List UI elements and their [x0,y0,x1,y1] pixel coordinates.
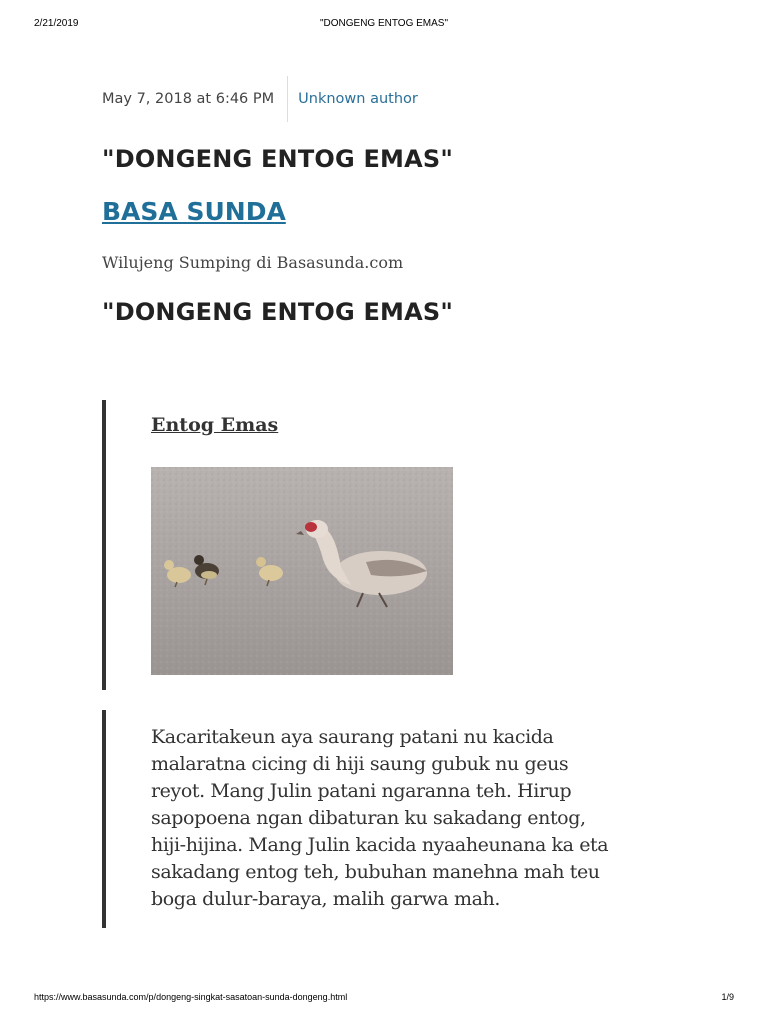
duck-family-image [151,467,453,675]
quote-heading: Entog Emas [151,414,279,436]
story-paragraph: Kacaritakeun aya saurang patani nu kacida malaratna cicing di hiji saung gubuk nu geus reyot. Mang Julin patani ngaranna teh. Hirup sapopoena ngan dibaturan ku sakadang entog, hiji-hijina. Mang Julin kacida nyaaheunana ka eta sakadang entog teh, bubuhan manehna mah teu boga dulur-baraya, malih garwa mah. [151,726,609,910]
print-footer [0,992,768,1006]
section-link-basa-sunda[interactable]: BASA SUNDA [102,197,286,226]
blockquote-bar [102,710,106,928]
blockquote-bar [102,400,106,690]
author-link[interactable]: Unknown author [298,91,418,107]
page-number: 1/9 [721,992,734,1002]
print-date: 2/21/2019 [34,18,79,29]
article-subtitle: "DONGENG ENTOG EMAS" [102,298,454,326]
print-header [0,18,768,32]
post-date: May 7, 2018 at 6:46 PM [102,91,275,107]
print-title: "DONGENG ENTOG EMAS" [319,18,449,29]
article-title: "DONGENG ENTOG EMAS" [102,145,454,173]
duck-photo [151,467,453,675]
post-meta [102,76,418,122]
welcome-text: Wilujeng Sumping di Basasunda.com [102,253,404,272]
print-url: https://www.basasunda.com/p/dongeng-singkat-sasatoan-sunda-dongeng.html [34,992,348,1002]
